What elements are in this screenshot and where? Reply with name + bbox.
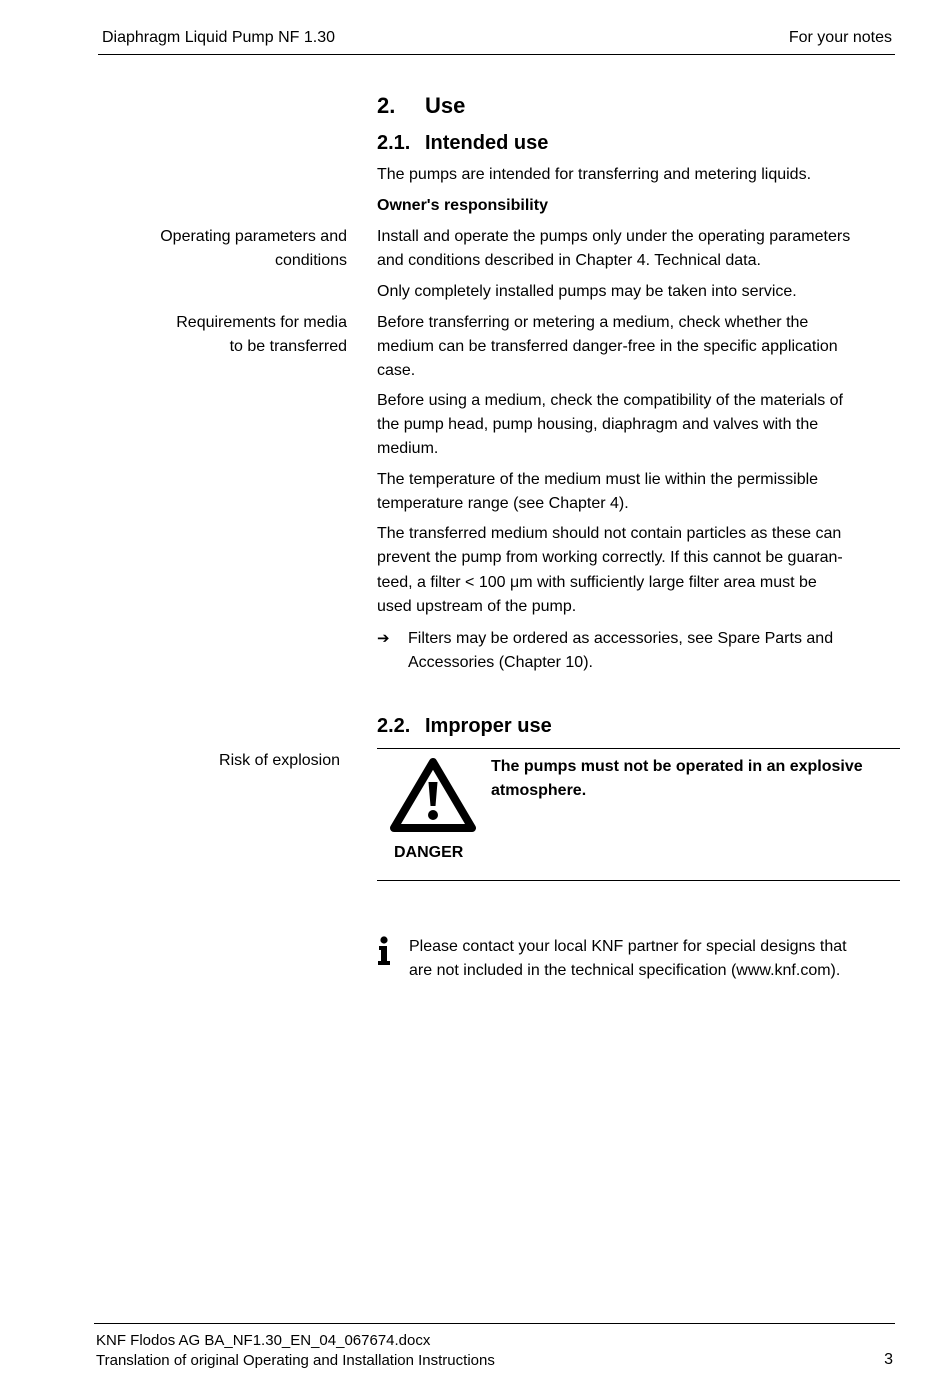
paragraph-line: The transferred medium should not contain particles as these can <box>377 525 842 542</box>
margin-note-operating-parameters <box>160 225 347 273</box>
header-divider <box>98 54 895 55</box>
margin-note-risk-of-explosion: Risk of explosion <box>219 752 340 769</box>
arrow-bullet-icon: ➔ <box>377 630 390 647</box>
installed-pumps-paragraph: Only completely installed pumps may be taken into service. <box>377 283 797 300</box>
margin-note-line: Operating parameters and <box>160 228 347 245</box>
warning-triangle-icon <box>388 756 478 834</box>
paragraph-line: The pumps must not be operated in an explosive <box>491 758 863 775</box>
info-icon <box>377 936 391 966</box>
operating-parameters-paragraph <box>377 225 897 273</box>
margin-note-line: conditions <box>274 252 347 269</box>
paragraph-line: Filters may be ordered as accessories, see Spare Parts and <box>408 630 834 647</box>
danger-box-bottom-rule <box>377 880 900 881</box>
page-number: 3 <box>884 1351 893 1368</box>
paragraph-line: Please contact your local KNF partner for special designs that <box>409 938 847 955</box>
section-number: 2. <box>377 93 396 118</box>
intended-use-text: The pumps are intended for transferring and metering liquids. <box>377 166 812 183</box>
paragraph-line: The temperature of the medium must lie within the permissible <box>377 471 819 488</box>
subsection-title: Intended use <box>425 132 549 154</box>
paragraph-line: used upstream of the pump. <box>377 598 577 615</box>
paragraph-line: medium can be transferred danger-free in the specific application <box>377 338 838 355</box>
paragraph-line: prevent the pump from working correctly. If this cannot be guaran- <box>377 549 843 566</box>
margin-note-line: to be transferred <box>229 338 347 355</box>
particles-paragraph <box>377 522 897 619</box>
header-notes-label: For your notes <box>788 29 892 46</box>
section-heading-use <box>377 92 897 120</box>
margin-note-line: Requirements for media <box>176 314 347 331</box>
paragraph-line: atmosphere. <box>491 782 587 799</box>
compatibility-paragraph <box>377 389 897 461</box>
header-document-title: Diaphragm Liquid Pump NF 1.30 <box>102 29 336 46</box>
owner-responsibility-heading: Owner's responsibility <box>377 197 548 214</box>
paragraph-line: are not included in the technical specification (www.knf.com). <box>409 962 841 979</box>
paragraph-line: Accessories (Chapter 10). <box>408 654 593 671</box>
danger-box-top-rule <box>377 748 900 749</box>
paragraph-line: the pump head, pump housing, diaphragm and valves with the <box>377 416 819 433</box>
check-medium-paragraph <box>377 311 897 383</box>
subsection-number: 2.1. <box>377 132 411 154</box>
paragraph-line: temperature range (see Chapter 4). <box>377 495 629 512</box>
section-title: Use <box>425 93 466 118</box>
paragraph-line: Before transferring or metering a medium, check whether the <box>377 314 809 331</box>
paragraph-line: and conditions described in Chapter 4. Technical data. <box>377 252 761 269</box>
subsection-number: 2.2. <box>377 715 411 737</box>
paragraph-line: teed, a filter < 100 μm with sufficiently large filter area must be <box>377 574 817 591</box>
info-note-text <box>409 935 899 983</box>
subsection-heading-improper-use <box>377 713 897 739</box>
filters-bullet-text <box>408 627 898 675</box>
danger-label: DANGER <box>394 844 464 861</box>
subsection-heading-intended-use <box>377 130 897 156</box>
danger-message <box>491 755 901 803</box>
temperature-paragraph <box>377 468 897 516</box>
footer-divider <box>94 1323 895 1324</box>
footer-translation-note: Translation of original Operating and Installation Instructions <box>96 1352 495 1369</box>
paragraph-line: case. <box>377 362 416 379</box>
subsection-title: Improper use <box>425 715 552 737</box>
paragraph-line: Install and operate the pumps only under the operating parameters <box>377 228 851 245</box>
paragraph-line: medium. <box>377 440 439 457</box>
footer-document-info <box>96 1331 495 1371</box>
paragraph-line: Before using a medium, check the compatibility of the materials of <box>377 392 843 409</box>
margin-note-media-requirements <box>176 311 347 359</box>
footer-file-name: KNF Flodos AG BA_NF1.30_EN_04_067674.docx <box>96 1332 431 1349</box>
